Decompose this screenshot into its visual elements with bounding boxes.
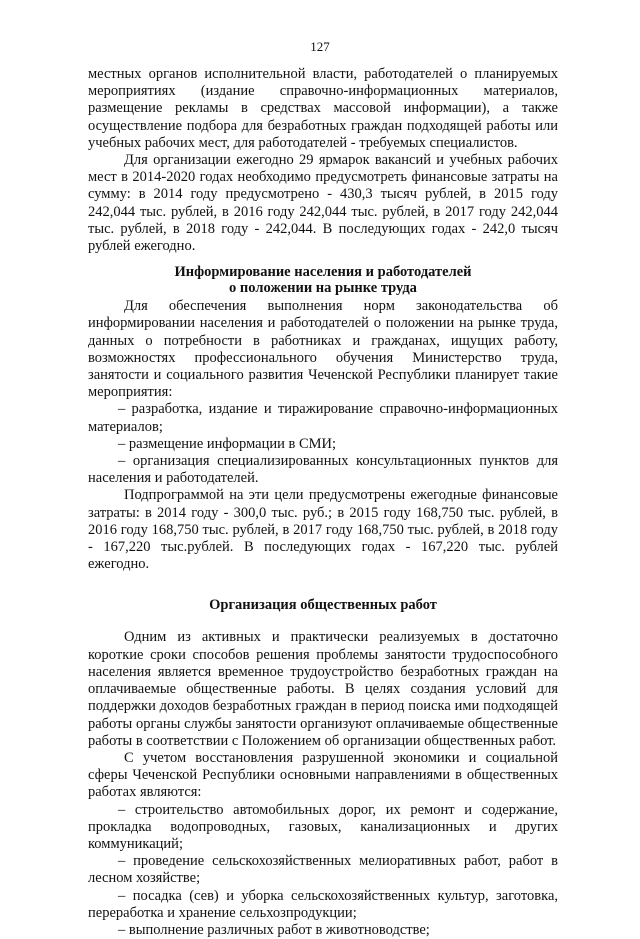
section-heading-informing [88,264,558,296]
paragraph-continuation: местных органов исполнительной власти, работодателей о планируемых мероприятиях (издание справочно-информационных материалов, размещение рекламы в средствах массовой информации), а также осуществление подбора для безработных граждан подходящей работы или учебных рабочих мест, для работодателей - требуемых специалистов. [88,66,558,151]
section-heading-public-works: Организация общественных работ [209,597,437,614]
section-heading-informing-line1: Информирование населения и работодателей [174,264,472,281]
paragraph-informing-funding: Подпрограммой на эти цели предусмотрены ежегодные финансовые затраты: в 2014 году - 300,0 тыс. руб.; в 2015 году 168,750 тыс. рублей, в 2016 году 168,750 тыс. рублей, в 2017 году 168,750 тыс. рублей, в 2018 году - 167,220 тыс.рублей. В последующих годах - 167,220 тыс. рублей ежегодно. [88,487,558,573]
paragraph-public-works-2: С учетом восстановления разрушенной экономики и социальной сферы Чеченской Республики основными направлениями в общественных работах являются: [88,749,558,801]
page-number: 127 [310,39,330,54]
list-item: – выполнение различных работ в животноводстве; [118,921,430,938]
list-item: – проведение сельскохозяйственных мелиоративных работ, работ в лесном хозяйстве; [88,853,558,887]
list-item: – размещение информации в СМИ; [118,435,337,452]
paragraph-public-works-1: Одним из активных и практически реализуемых в достаточно короткие сроки способов решения проблемы занятости трудоспособного населения является временное трудоустройство безработных граждан на оплачиваемые общественные работы. В целях создания условий для поддержки доходов безработных граждан в период поиска ими подходящей работы органы службы занятости организуют оплачиваемые общественные работы в соответствии с Положением об организации общественных работ. [88,629,558,749]
list-item: – строительство автомобильных дорог, их ремонт и содержание, прокладка водопроводных, газовых, канализационных и других коммуникаций; [88,801,558,852]
list-item: – посадка (сев) и уборка сельскохозяйственных культур, заготовка, переработка и хранение сельхозпродукции; [88,887,558,921]
paragraph-job-fairs-funding: Для организации ежегодно 29 ярмарок вакансий и учебных рабочих мест в 2014-2020 годах необходимо предусмотреть финансовые затраты на сумму: в 2014 году предусмотрено - 430,3 тысяч рублей, в 2015 году 242,044 тыс. рублей, в 2016 году 242,044 тыс. рублей, в 2017 году 242,044 тыс. рублей, в 2018 году - 242,044. В последующих годах - 242,0 тысяч рублей ежегодно. [88,152,558,255]
list-item: – организация специализированных консультационных пунктов для населения и работодателей. [88,453,558,487]
section-heading-informing-line2: о положении на рынке труда [229,280,417,297]
text-column [88,66,558,939]
paragraph-informing-intro: Для обеспечения выполнения норм законодательства об информировании населения и работодателей о положении на рынке труда, данных о потребности в работниках и гражданах, ищущих работу, возможностях профессионального обучения Министерство труда, занятости и социального развития Чеченской Республики планирует такие мероприятия: [88,298,558,401]
list-item: – разработка, издание и тиражирование справочно-информационных материалов; [88,401,558,435]
